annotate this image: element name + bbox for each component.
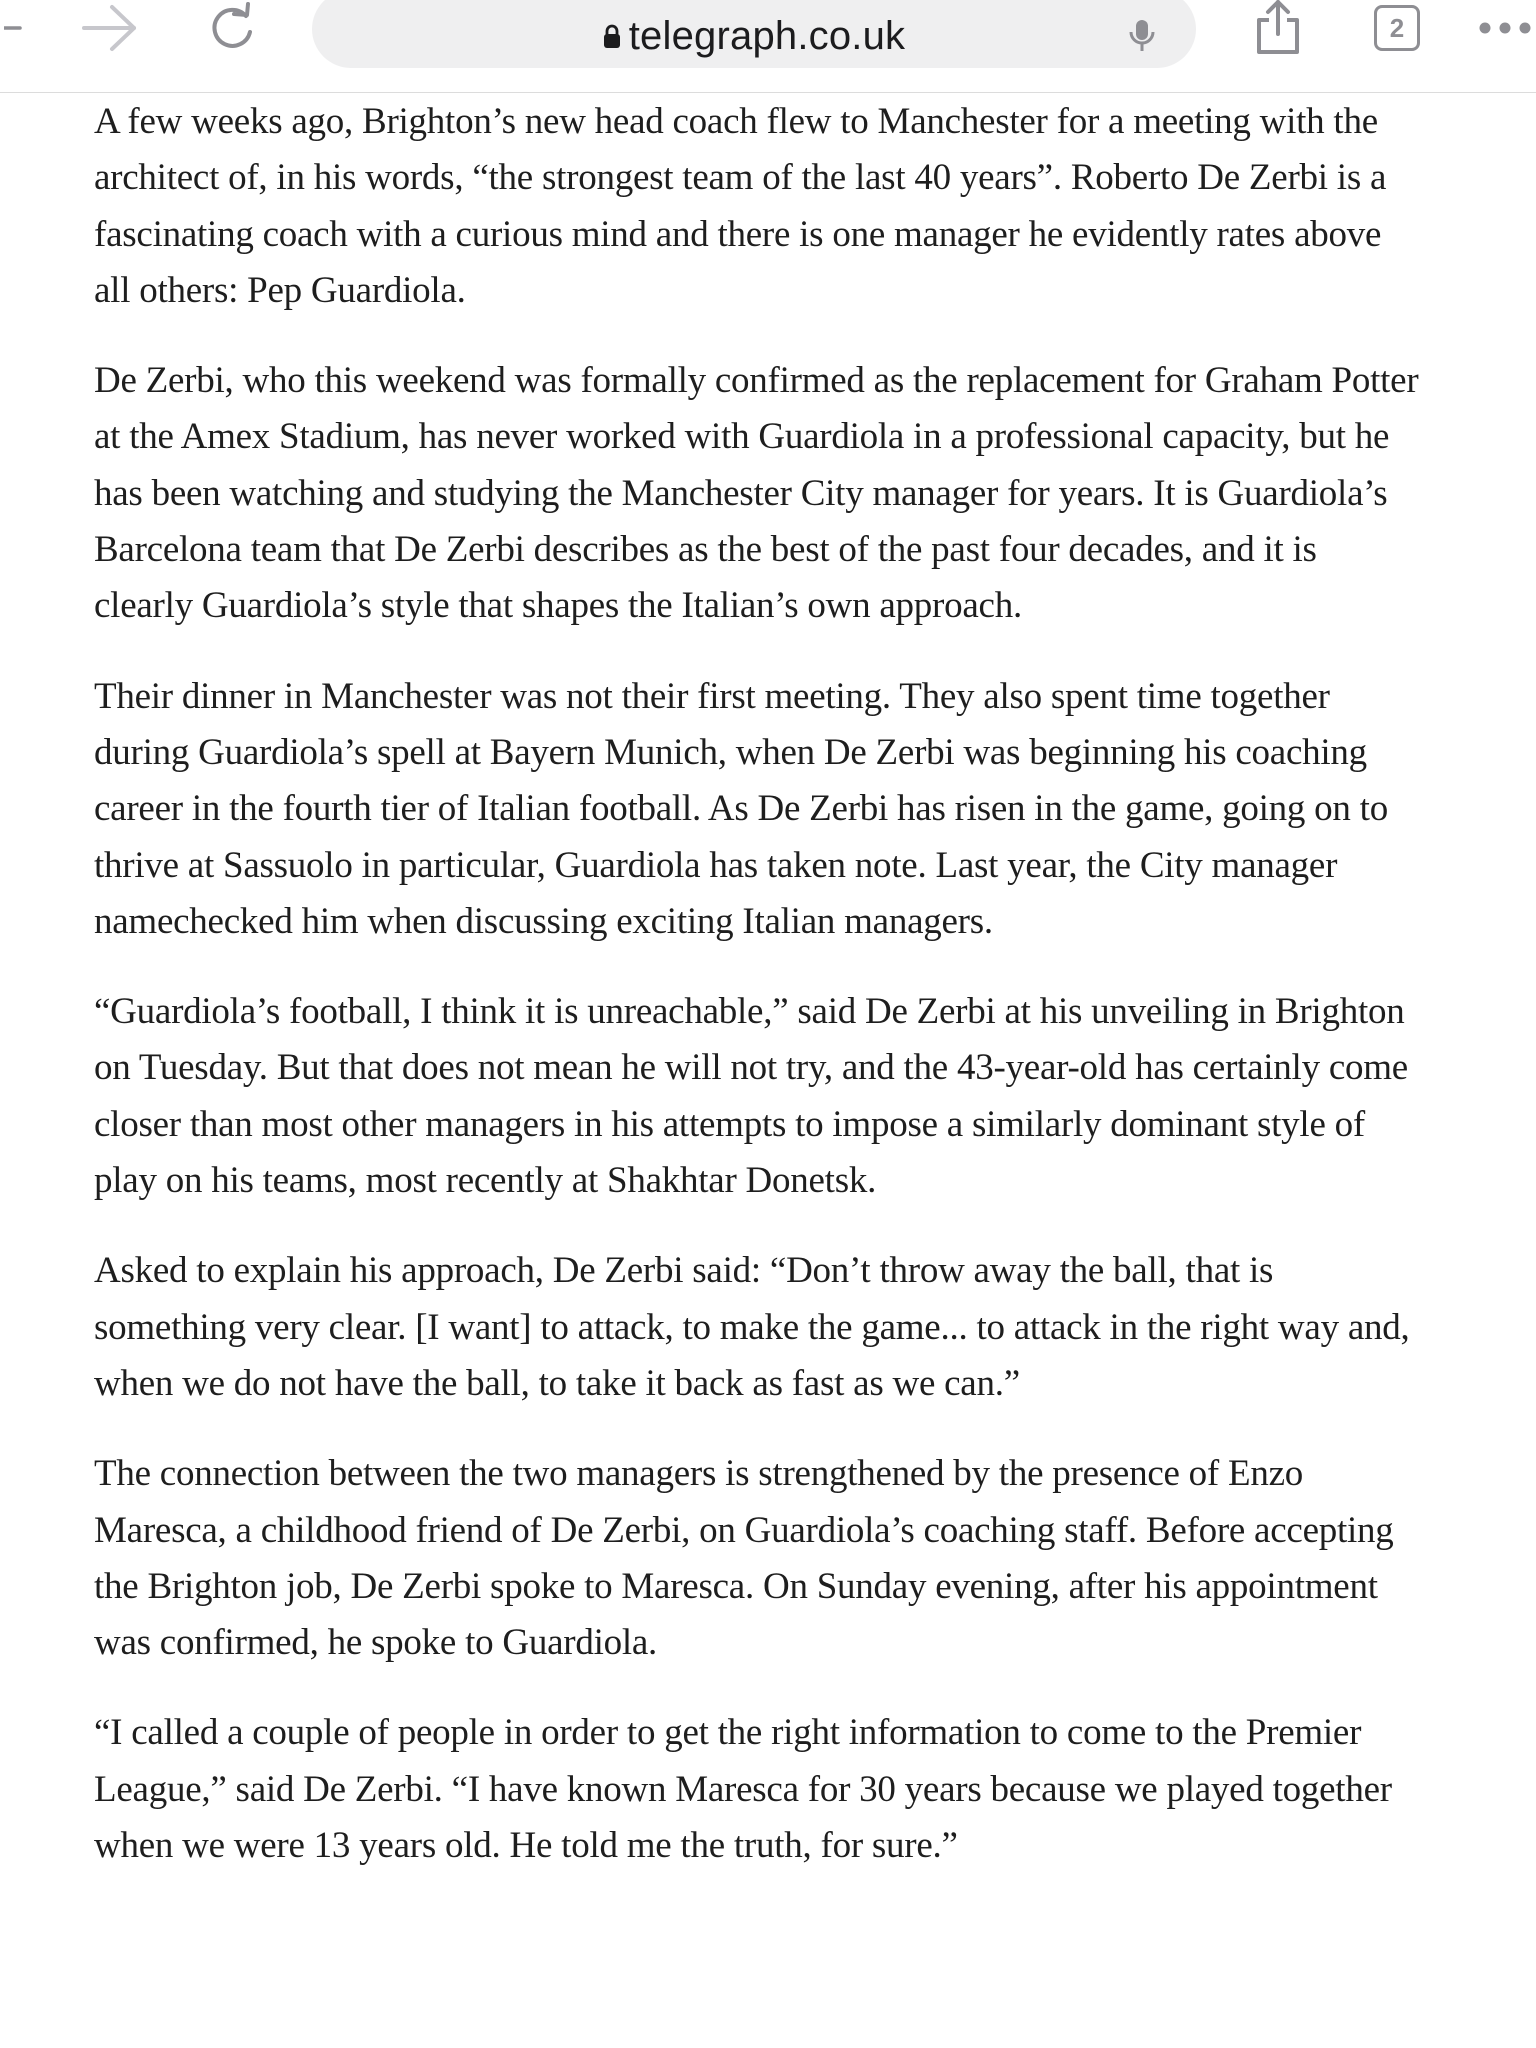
microphone-icon	[1128, 6, 1156, 52]
lock-icon	[603, 23, 621, 49]
tabs-button[interactable]	[1362, 0, 1432, 56]
url-text: telegraph.co.uk	[628, 13, 906, 58]
url-display	[603, 14, 906, 59]
forward-arrow-icon	[80, 2, 140, 54]
more-button[interactable]	[1478, 0, 1536, 56]
back-icon	[4, 22, 26, 34]
browser-toolbar	[0, 0, 1536, 93]
share-icon	[1253, 0, 1303, 56]
article-paragraph: Asked to explain his approach, De Zerbi said: “Don’t throw away the ball, that is something very clear. [I want] to attack, to make the game... to attack in the right way and, when we do not have the ball, to take it back as fast as we can.”	[94, 1250, 1410, 1404]
reload-icon	[206, 2, 258, 54]
article-paragraph: “I called a couple of people in order to get the right information to come to the Premier League,” said De Zerbi. “I have known Maresca for 30 years because we played together when we were 13 years old. He told me the truth, for sure.”	[94, 1712, 1392, 1867]
article-paragraph: The connection between the two managers is strengthened by the presence of Enzo Maresca, a childhood friend of De Zerbi, on Guardiola’s coaching staff. Before accepting the Brighton job, De Zerbi spoke to Maresca. On Sunday evening, after his appointment was confirmed, he spoke to Guardiola.	[94, 1453, 1394, 1664]
reload-button[interactable]	[192, 0, 272, 56]
forward-button[interactable]	[70, 0, 150, 56]
back-button[interactable]	[0, 0, 30, 56]
article-paragraph: “Guardiola’s football, I think it is unreachable,” said De Zerbi at his unveiling in Brighton on Tuesday. But that does not mean he will not try, and the 43-year-old has certainly come closer than most other managers in his attempts to impose a similarly dominant style of play on his teams, most recently at Shakhtar Donetsk.	[94, 991, 1408, 1202]
article-paragraph: A few weeks ago, Brighton’s new head coach flew to Manchester for a meeting with the architect of, in his words, “the strongest team of the last 40 years”. Roberto De Zerbi is a fascinating coach with a curious mind and there is one manager he evidently rates above all others: Pep Guardiola.	[94, 101, 1387, 311]
article-body	[94, 94, 1424, 1908]
address-bar[interactable]	[312, 0, 1196, 68]
tabs-icon	[1374, 5, 1420, 51]
article-paragraph: De Zerbi, who this weekend was formally confirmed as the replacement for Graham Potter at the Amex Stadium, has never worked with Guardiola in a professional capacity, but he has been watching and studying the Manchester City manager for years. It is Guardiola’s Barcelona team that De Zerbi describes as the best of the past four decades, and it is clearly Guardiola’s style that shapes the Italian’s own approach.	[94, 360, 1419, 627]
more-dots-icon	[1478, 21, 1536, 35]
voice-search-button[interactable]	[1122, 4, 1162, 54]
tab-count: 2	[1389, 12, 1405, 43]
share-button[interactable]	[1248, 0, 1308, 56]
article-paragraph: Their dinner in Manchester was not their first meeting. They also spent time together during Guardiola’s spell at Bayern Munich, when De Zerbi was beginning his coaching career in the fourth tier of Italian football. As De Zerbi has risen in the game, going on to thrive at Sassuolo in particular, Guardiola has taken note. Last year, the City manager namechecked him when discussing exciting Italian managers.	[94, 675, 1388, 942]
